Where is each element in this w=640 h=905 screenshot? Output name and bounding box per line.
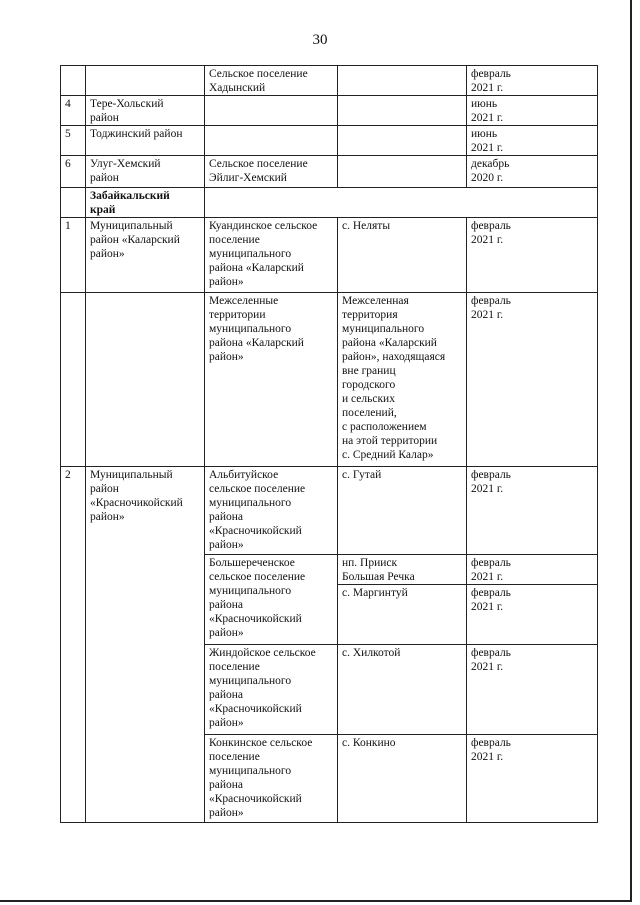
district-cell: Улуг-Хемский район — [86, 156, 205, 188]
table-row — [61, 293, 598, 467]
date-cell: июнь 2021 г. — [467, 96, 598, 126]
date-cell: февраль 2021 г. — [467, 585, 598, 645]
region-cell — [86, 188, 205, 218]
locality-cell — [338, 96, 467, 126]
table-row — [61, 66, 598, 96]
locality-cell — [338, 66, 467, 96]
date-cell: февраль 2021 г. — [467, 66, 598, 96]
settlement-cell: Сельское поселение Хадынский — [205, 66, 338, 96]
table-row — [61, 467, 598, 555]
district-cell — [86, 293, 205, 467]
num-cell: 4 — [61, 96, 86, 126]
locality-cell — [338, 126, 467, 156]
num-cell: 2 — [61, 467, 86, 823]
district-cell: Муниципальный район «Каларский район» — [86, 218, 205, 293]
district-cell — [86, 66, 205, 96]
district-cell: Муниципальный район «Красночикойский район» — [86, 467, 205, 823]
date-cell: июнь 2021 г. — [467, 126, 598, 156]
settlement-cell: Межселенные территории муниципального района «Каларский район» — [205, 293, 338, 467]
settlement-cell: Куандинское сельское поселение муниципального района «Каларский район» — [205, 218, 338, 293]
date-cell: декабрь 2020 г. — [467, 156, 598, 188]
locality-cell: с. Конкино — [338, 735, 467, 823]
region-heading: Забайкальский край — [90, 190, 170, 216]
page-number: 30 — [312, 32, 328, 48]
locality-cell — [338, 156, 467, 188]
settlement-cell: Сельское поселение Эйлиг-Хемский — [205, 156, 338, 188]
locality-cell: нп. Прииск Большая Речка — [338, 555, 467, 585]
num-cell — [61, 188, 86, 218]
num-cell: 1 — [61, 218, 86, 293]
num-cell — [61, 293, 86, 467]
table-row — [61, 96, 598, 126]
locality-cell: с. Гутай — [338, 467, 467, 555]
locality-cell: Межселенная территория муниципального района «Каларский район», находящаяся вне границ городского и сельских поселений, с расположением на этой территории с. Средний Калар» — [338, 293, 467, 467]
table-row — [61, 126, 598, 156]
date-cell: февраль 2021 г. — [467, 645, 598, 735]
district-cell: Тоджинский район — [86, 126, 205, 156]
region-empty-cell — [205, 188, 598, 218]
settlement-cell: Большереченское сельское поселение муниципального района «Красночикойский район» — [205, 555, 338, 645]
district-cell: Тере-Хольский район — [86, 96, 205, 126]
settlement-cell — [205, 96, 338, 126]
locality-cell: с. Хилкотой — [338, 645, 467, 735]
num-cell: 5 — [61, 126, 86, 156]
table-row — [61, 156, 598, 188]
date-cell: февраль 2021 г. — [467, 735, 598, 823]
table-row — [61, 188, 598, 218]
table-row — [61, 218, 598, 293]
settlement-cell: Жиндойское сельское поселение муниципального района «Красночикойский район» — [205, 645, 338, 735]
date-cell: февраль 2021 г. — [467, 293, 598, 467]
settlement-cell: Конкинское сельское поселение муниципального района «Красночикойский район» — [205, 735, 338, 823]
schedule-table — [60, 65, 598, 823]
settlement-cell — [205, 126, 338, 156]
settlement-cell: Альбитуйское сельское поселение муниципального района «Красночикойский район» — [205, 467, 338, 555]
locality-cell: с. Маргинтуй — [338, 585, 467, 645]
locality-cell: с. Неляты — [338, 218, 467, 293]
date-cell: февраль 2021 г. — [467, 218, 598, 293]
date-cell: февраль 2021 г. — [467, 555, 598, 585]
num-cell — [61, 66, 86, 96]
num-cell: 6 — [61, 156, 86, 188]
date-cell: февраль 2021 г. — [467, 467, 598, 555]
